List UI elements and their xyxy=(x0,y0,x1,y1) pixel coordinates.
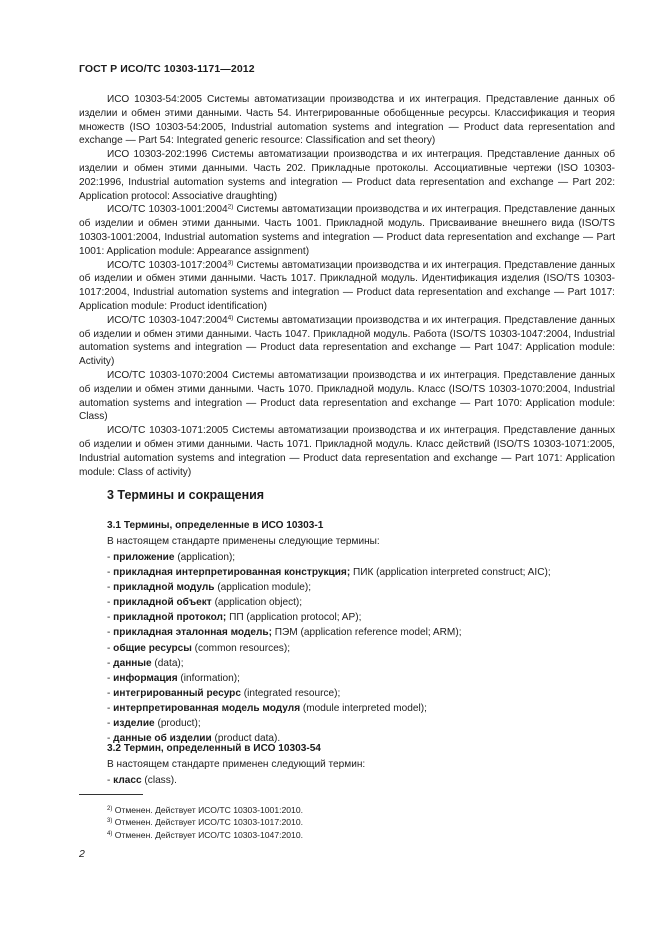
terms-list xyxy=(107,773,177,788)
list-item: - данные об изделии (product data). xyxy=(107,733,281,745)
footnote: $^{2)}$ Отменен. Действует ИСО/ТС 10303-1001:2010. xyxy=(107,805,303,815)
reference-item: ИСО/ТС 10303-1017:2004$^{3)}$ Системы автоматизации производства и их интеграция. Представление данных об изделии и обмен этими данными. Часть 1017. Прикладной модуль. Идентификация изделия (ISO/TS 10303-1017:2004, Industrial automation systems and integration — Product data representation and exchange — Part 1017: Application module: Product identification) xyxy=(79,259,615,312)
document-header: ГОСТ Р ИСО/ТС 10303-1171—2012 xyxy=(79,63,255,75)
subsection-intro: В настоящем стандарте применен следующий термин: xyxy=(107,759,366,770)
footnotes xyxy=(107,804,303,841)
subsection-intro: В настоящем стандарте применены следующие термины: xyxy=(107,536,380,547)
reference-item: ИСО/ТС 10303-1070:2004 Системы автоматизации производства и их интеграция. Представление данных об изделии и обмен этими данными. Часть 1070. Прикладной модуль. Класс (ISO/TS 10303-1070:2004, Industrial automation systems and integration — Product data representation and exchange — Part 1070: Application module: Class) xyxy=(79,369,615,423)
subsection-title: 3.1 Термины, определенные в ИСО 10303-1 xyxy=(107,520,324,531)
footnote-ref: 3) xyxy=(227,259,234,267)
footnote: $^{3)}$ Отменен. Действует ИСО/ТС 10303-1017:2010. xyxy=(107,817,303,828)
list-item: - прикладной объект (application object); xyxy=(107,597,303,609)
normative-references xyxy=(79,93,615,479)
list-item: - прикладная эталонная модель; ПЭМ (application reference model; ARM); xyxy=(107,627,462,639)
reference-item: ИСО 10303-54:2005 Системы автоматизации производства и их интеграция. Представление данных об изделии и обмен этими данными. Часть 54. Интегрированные обобщенные ресурсы. Классификация и теория множеств (ISO 10303-54:2005, Industrial automation systems and integration — Product data representation and exchange — Part 54: Integrated generic resource: Classification and set theory) xyxy=(79,94,615,147)
footnote: $^{4)}$ Отменен. Действует ИСО/ТС 10303-1047:2010. xyxy=(107,829,303,840)
list-item: - интегрированный ресурс (integrated resource); xyxy=(107,687,341,699)
list-item: - изделие (product); xyxy=(107,718,201,730)
list-item: - общие ресурсы (common resources); xyxy=(107,642,291,654)
list-item: - прикладной протокол; ПП (application protocol; AP); xyxy=(107,612,362,624)
footnote-divider xyxy=(79,794,143,795)
list-item: - информация (information); xyxy=(107,672,240,684)
footnote-ref: 4) xyxy=(227,314,234,322)
list-item: - данные (data); xyxy=(107,657,184,669)
reference-item: ИСО/ТС 10303-1047:2004$^{4)}$ Системы автоматизации производства и их интеграция. Представление данных об изделии и обмен этими данными. Часть 1047. Прикладной модуль. Работа (ISO/TS 10303-1047:2004, Industrial automation systems and integration — Product data representation and exchange — Part 1047: Application module: Activity) xyxy=(79,314,615,368)
reference-item: ИСО/ТС 10303-1001:2004$^{2)}$ Системы автоматизации производства и их интеграция. Представление данных об изделии и обмен этими данными. Часть 1001. Прикладной модуль. Присваивание внешнего вида (ISO/TS 10303-1001:2004, Industrial automation systems and integration — Product data representation and exchange — Part 1001: Application module: Appearance assignment) xyxy=(79,203,615,257)
page-number: 2 xyxy=(79,848,85,860)
terms-list xyxy=(107,550,551,746)
list-item: - прикладная интерпретированная конструкция; ПИК (application interpreted construct; AIC); xyxy=(107,567,551,579)
list-item: - класс (class). xyxy=(107,775,177,786)
list-item: - прикладной модуль (application module); xyxy=(107,582,312,594)
section-title: 3 Термины и сокращения xyxy=(107,488,265,502)
list-item: - интерпретированная модель модуля (module interpreted model); xyxy=(107,702,427,714)
reference-item: ИСО 10303-202:1996 Системы автоматизации производства и их интеграция. Представление данных об изделии и обмен этими данными. Часть 202. Прикладные протоколы. Ассоциативные чертежи (ISO 10303-202:1996, Industrial automation systems and integration — Product data representation and exchange — Part 202: Application protocol: Associative draughting) xyxy=(79,149,615,202)
footnote-ref: 2) xyxy=(227,203,234,211)
subsection-title: 3.2 Термин, определенный в ИСО 10303-54 xyxy=(107,743,321,754)
reference-item: ИСО/ТС 10303-1071:2005 Системы автоматизации производства и их интеграция. Представление данных об изделии и обмен этими данными. Часть 1071. Прикладной модуль. Класс действий (ISO/TS 10303-1071:2005, Industrial automation systems and integration — Product data representation and exchange — Part 1071: Application module: Class of activity) xyxy=(79,425,615,478)
list-item: - приложение (application); xyxy=(107,552,236,563)
